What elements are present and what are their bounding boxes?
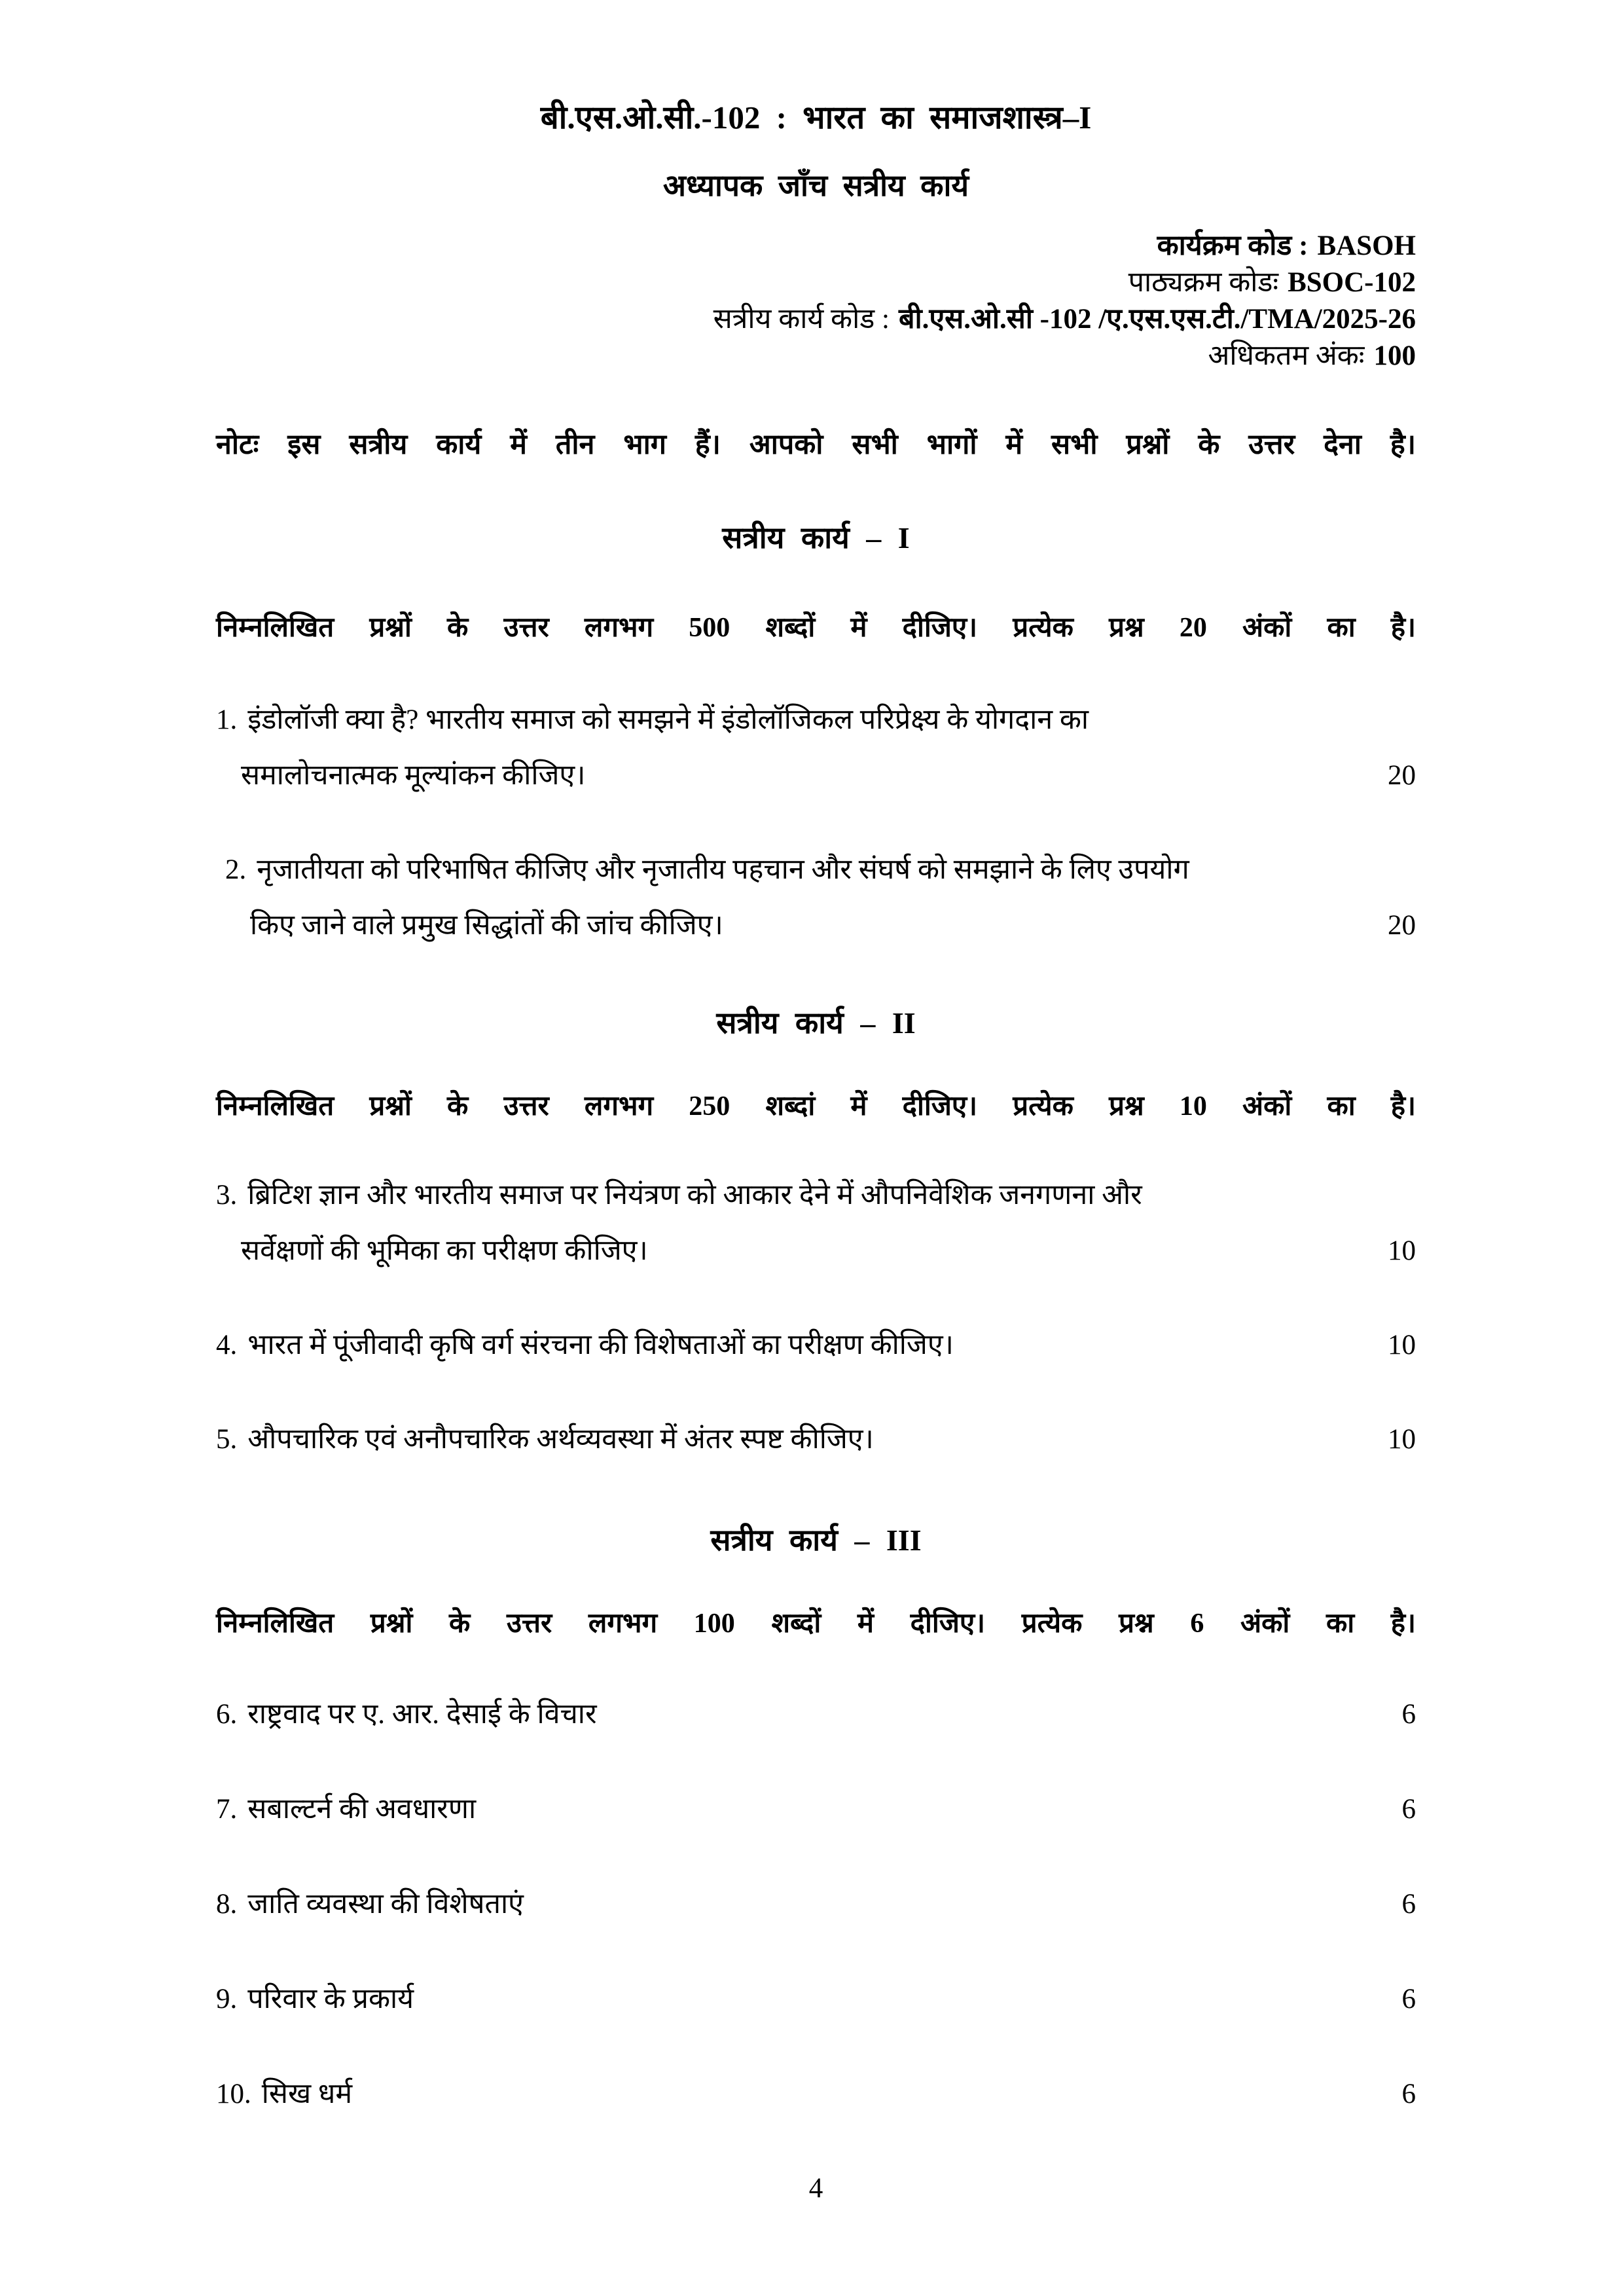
max-marks-line xyxy=(216,338,1416,374)
section-1-heading: सत्रीय कार्य – I xyxy=(722,521,910,555)
question-9-line-1-text: परिवार के प्रकार्य xyxy=(247,1984,414,2014)
question-3-line-1-text: ब्रिटिश ज्ञान और भारतीय समाज पर नियंत्रण को आकार देने में औपनिवेशिक जनगणना और xyxy=(247,1180,1142,1211)
question-5-text xyxy=(216,1421,1362,1458)
programme-code-label: कार्यक्रम कोड : xyxy=(1157,230,1308,261)
assignment-code-value: बी.एस.ओ.सी -102 /ए.एस.एस.टी./TMA/2025-26 xyxy=(898,304,1416,335)
question-7-line-1 xyxy=(216,1791,1376,1828)
question-1-line-1 xyxy=(216,702,1362,738)
question-10-line-1-text: सिख धर्म xyxy=(261,2079,353,2109)
course-code-label: पाठ्यक्रम कोडः xyxy=(1128,267,1279,298)
question-1-number: 1. xyxy=(216,704,238,735)
question-8-marks: 6 xyxy=(1401,1889,1416,1920)
question-2-line-1-text: नृजातीयता को परिभाषित कीजिए और नृजातीय पहचान और संघर्ष को समझाने के लिए उपयोग xyxy=(257,854,1189,885)
question-2-line-2: किए जाने वाले प्रमुख सिद्धांतों की जांच कीजिए। xyxy=(250,910,723,941)
assignment-subtitle: अध्यापक जाँच सत्रीय कार्य xyxy=(662,169,969,202)
max-marks-value: 100 xyxy=(1373,340,1416,371)
programme-code-line xyxy=(216,228,1416,264)
question-7-text xyxy=(216,1791,1376,1828)
code-block xyxy=(216,228,1416,374)
question-4-line-1-text: भारत में पूंजीवादी कृषि वर्ग संरचना की विशेषताओं का परीक्षण कीजिए। xyxy=(247,1330,954,1360)
question-8-number: 8. xyxy=(216,1889,238,1920)
question-4 xyxy=(216,1327,1416,1364)
question-6-marks: 6 xyxy=(1401,1699,1416,1730)
section-3-instruction: निम्नलिखित प्रश्नों के उत्तर लगभग 100 शब्दों में दीजिए। प्रत्येक प्रश्न 6 अंकों का है। xyxy=(216,1609,1416,1639)
note-text: नोटः इस सत्रीय कार्य में तीन भाग हैं। आपको सभी भागों में सभी प्रश्नों के उत्तर देना है। xyxy=(216,429,1416,460)
question-4-line-1 xyxy=(216,1327,1362,1364)
programme-code-value: BASOH xyxy=(1317,230,1416,261)
question-10-number: 10. xyxy=(216,2079,251,2109)
question-10 xyxy=(216,2076,1416,2113)
question-9-line-1 xyxy=(216,1981,1376,2018)
question-3-line-2: सर्वेक्षणों की भूमिका का परीक्षण कीजिए। xyxy=(241,1235,648,1266)
question-2-number: 2. xyxy=(225,854,247,885)
assignment-code-label: सत्रीय कार्य कोड : xyxy=(713,304,890,335)
question-8-text xyxy=(216,1886,1376,1923)
question-1 xyxy=(216,702,1416,794)
course-code-line xyxy=(216,264,1416,301)
question-5-line-1 xyxy=(216,1421,1362,1458)
question-2 xyxy=(216,852,1416,944)
question-3-number: 3. xyxy=(216,1180,238,1211)
question-6-line-1-text: राष्ट्रवाद पर ए. आर. देसाई के विचार xyxy=(247,1699,597,1730)
question-6-line-1 xyxy=(216,1696,1376,1733)
section-3-heading: सत्रीय कार्य – III xyxy=(710,1523,922,1557)
question-2-marks: 20 xyxy=(1388,910,1416,941)
question-2-line-1 xyxy=(225,852,1362,888)
question-5-marks: 10 xyxy=(1388,1424,1416,1455)
section-2-instruction: निम्नलिखित प्रश्नों के उत्तर लगभग 250 शब्दां में दीजिए। प्रत्येक प्रश्न 10 अंकों का है। xyxy=(216,1091,1416,1121)
question-5 xyxy=(216,1421,1416,1458)
question-9 xyxy=(216,1981,1416,2018)
question-5-line-1-text: औपचारिक एवं अनौपचारिक अर्थव्यवस्था में अंतर स्पष्ट कीजिए। xyxy=(247,1424,874,1455)
question-1-line-2: समालोचनात्मक मूल्यांकन कीजिए। xyxy=(241,760,586,791)
question-8-line-1 xyxy=(216,1886,1376,1923)
section-2-heading: सत्रीय कार्य – II xyxy=(716,1006,916,1040)
question-10-line-1 xyxy=(216,2076,1376,2113)
course-title: बी.एस.ओ.सी.-102 : भारत का समाजशास्त्र–I xyxy=(540,100,1092,136)
question-9-marks: 6 xyxy=(1401,1984,1416,2014)
course-code-value: BSOC-102 xyxy=(1288,267,1416,298)
question-3 xyxy=(216,1177,1416,1269)
question-9-number: 9. xyxy=(216,1984,238,2014)
question-4-number: 4. xyxy=(216,1330,238,1360)
question-8 xyxy=(216,1886,1416,1923)
question-4-marks: 10 xyxy=(1388,1330,1416,1360)
question-1-marks: 20 xyxy=(1388,760,1416,791)
question-1-text xyxy=(216,702,1362,794)
question-10-text xyxy=(216,2076,1376,2113)
question-8-line-1-text: जाति व्यवस्था की विशेषताएं xyxy=(247,1889,524,1920)
page-number: 4 xyxy=(808,2173,823,2204)
section-1-instruction: निम्नलिखित प्रश्नों के उत्तर लगभग 500 शब्दों में दीजिए। प्रत्येक प्रश्न 20 अंकों का है। xyxy=(216,613,1416,643)
question-7-marks: 6 xyxy=(1401,1794,1416,1825)
question-7 xyxy=(216,1791,1416,1828)
question-6-text xyxy=(216,1696,1376,1733)
max-marks-label: अधिकतम अंकः xyxy=(1208,340,1365,371)
question-6-number: 6. xyxy=(216,1699,238,1730)
question-7-number: 7. xyxy=(216,1794,238,1825)
question-10-marks: 6 xyxy=(1401,2079,1416,2109)
question-7-line-1-text: सबाल्टर्न की अवधारणा xyxy=(247,1794,477,1825)
question-6 xyxy=(216,1696,1416,1733)
assignment-code-line xyxy=(216,301,1416,338)
question-1-line-1-text: इंडोलॉजी क्या है? भारतीय समाज को समझने में इंडोलॉजिकल परिप्रेक्ष्य के योगदान का xyxy=(247,704,1089,735)
question-3-line-1 xyxy=(216,1177,1362,1214)
question-5-number: 5. xyxy=(216,1424,238,1455)
question-9-text xyxy=(216,1981,1376,2018)
question-3-text xyxy=(216,1177,1362,1269)
question-2-text xyxy=(225,852,1362,944)
question-3-marks: 10 xyxy=(1388,1235,1416,1266)
question-4-text xyxy=(216,1327,1362,1364)
